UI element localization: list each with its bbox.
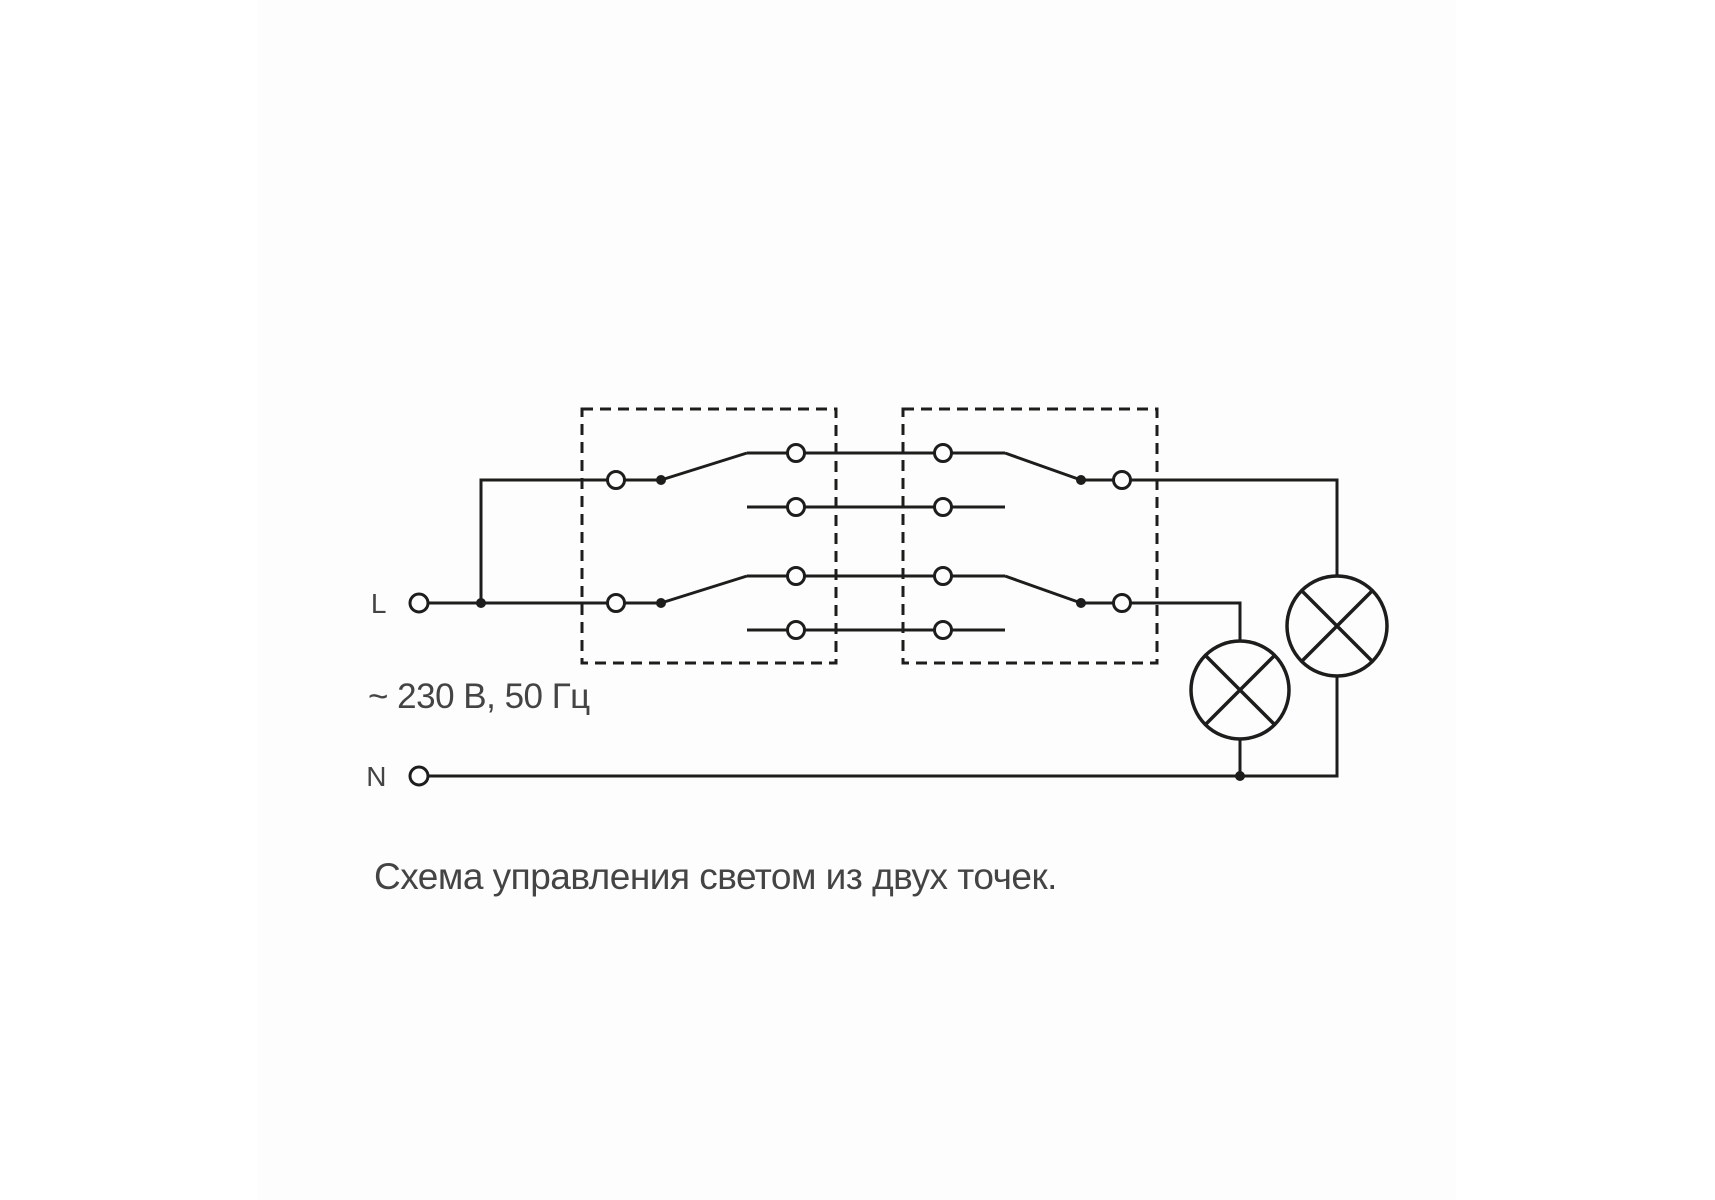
sw2-terminal-row1	[935, 445, 952, 462]
line-terminal-label: L	[370, 588, 386, 619]
content-panel	[257, 0, 1456, 1200]
rating-label: ~ 230 В, 50 Гц	[368, 677, 590, 716]
l-terminal	[410, 594, 428, 612]
sw1-terminal-row3	[788, 568, 805, 585]
sw2-terminal-row4	[935, 622, 952, 639]
n-terminal	[410, 767, 428, 785]
sw2-top-common-terminal	[1114, 472, 1131, 489]
sw1-top-pivot-node	[656, 475, 666, 485]
sw1-top-common-terminal	[608, 472, 625, 489]
sw2-bottom-pivot-node	[1076, 598, 1086, 608]
diagram-layers	[257, 0, 1456, 1200]
neutral-terminal-label: N	[366, 761, 386, 792]
sw2-terminal-row3	[935, 568, 952, 585]
neutral-junction-node	[1235, 771, 1245, 781]
sw1-bottom-common-terminal	[608, 595, 625, 612]
sw1-terminal-row1	[788, 445, 805, 462]
sw1-terminal-row2	[788, 499, 805, 516]
sw2-top-pivot-node	[1076, 475, 1086, 485]
l-junction-node	[476, 598, 486, 608]
sw1-terminal-row4	[788, 622, 805, 639]
caption: Схема управления светом из двух точек.	[374, 856, 1057, 897]
sw1-bottom-pivot-node	[656, 598, 666, 608]
sw2-terminal-row2	[935, 499, 952, 516]
sw2-bottom-common-terminal	[1114, 595, 1131, 612]
